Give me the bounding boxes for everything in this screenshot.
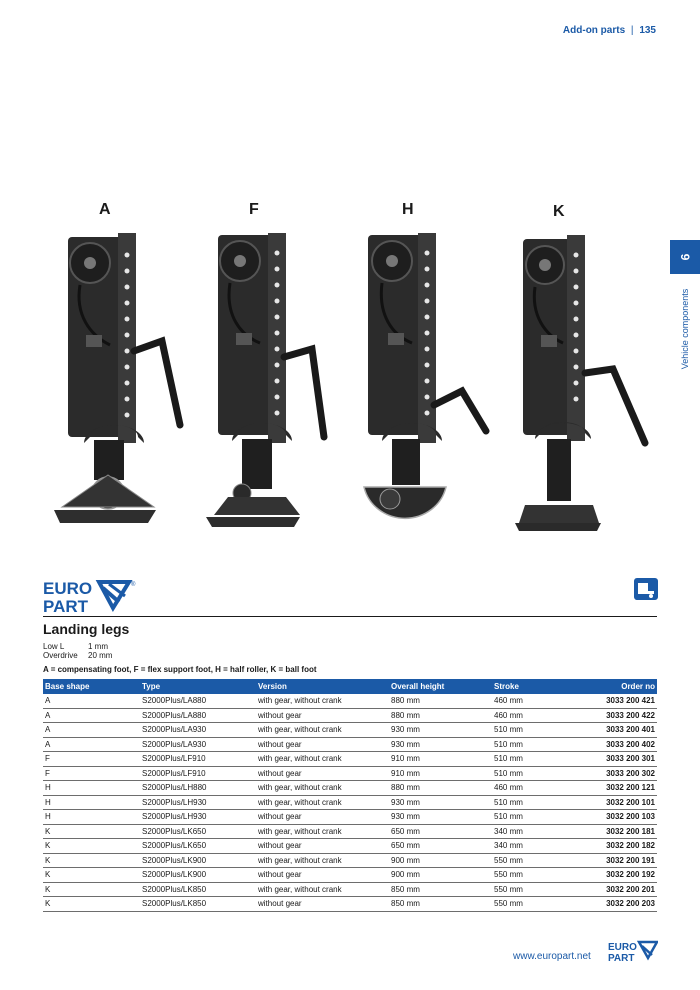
cell-order-no: 3032 200 182 — [584, 839, 657, 854]
cell-type: S2000Plus/LF910 — [140, 752, 256, 767]
trailer-icon — [634, 578, 658, 600]
cell-base-shape: F — [43, 752, 140, 767]
cell-type: S2000Plus/LH930 — [140, 795, 256, 810]
cell-stroke: 510 mm — [492, 766, 584, 781]
cell-version: without gear — [256, 708, 389, 723]
cell-type: S2000Plus/LA880 — [140, 708, 256, 723]
cell-version: with gear, without crank — [256, 824, 389, 839]
cell-overall-height: 900 mm — [389, 853, 492, 868]
cell-order-no: 3033 200 302 — [584, 766, 657, 781]
cell-base-shape: H — [43, 810, 140, 825]
cell-order-no: 3033 200 402 — [584, 737, 657, 752]
cell-stroke: 340 mm — [492, 824, 584, 839]
base-shape-legend: A = compensating foot, F = flex support foot, H = half roller, K = ball foot — [43, 665, 317, 674]
cell-base-shape: F — [43, 766, 140, 781]
cell-base-shape: K — [43, 868, 140, 883]
cell-version: without gear — [256, 737, 389, 752]
cell-base-shape: K — [43, 824, 140, 839]
cell-version: with gear, without crank — [256, 781, 389, 796]
cell-base-shape: K — [43, 853, 140, 868]
footer-europart-logo — [608, 940, 658, 962]
cell-type: S2000Plus/LA930 — [140, 737, 256, 752]
cell-stroke: 510 mm — [492, 723, 584, 738]
cell-order-no: 3033 200 421 — [584, 694, 657, 708]
cell-base-shape: K — [43, 839, 140, 854]
col-header-version: Version — [256, 679, 389, 694]
spec-value: 1 mm — [88, 642, 108, 651]
cell-type: S2000Plus/LK900 — [140, 868, 256, 883]
cell-order-no: 3032 200 191 — [584, 853, 657, 868]
cell-base-shape: A — [43, 723, 140, 738]
cell-overall-height: 910 mm — [389, 766, 492, 781]
table-row — [43, 737, 657, 752]
chapter-label — [678, 284, 692, 374]
table-row — [43, 795, 657, 810]
cell-type: S2000Plus/LK850 — [140, 897, 256, 912]
cell-base-shape: A — [43, 694, 140, 708]
page-number: 135 — [639, 25, 656, 36]
table-row — [43, 868, 657, 883]
cell-type: S2000Plus/LA880 — [140, 694, 256, 708]
cell-overall-height: 880 mm — [389, 694, 492, 708]
col-header-order-no: Order no — [584, 679, 657, 694]
cell-stroke: 340 mm — [492, 839, 584, 854]
cell-type: S2000Plus/LK900 — [140, 853, 256, 868]
cell-overall-height: 880 mm — [389, 781, 492, 796]
variant-label-f: F — [249, 201, 259, 218]
cell-type: S2000Plus/LH880 — [140, 781, 256, 796]
spec-row — [43, 651, 112, 660]
landing-leg-image-a — [50, 225, 190, 545]
chapter-label-text: Vehicle components — [680, 288, 690, 370]
col-header-stroke: Stroke — [492, 679, 584, 694]
variant-label-a: A — [99, 201, 111, 218]
table-header-row — [43, 679, 657, 694]
cell-version: without gear — [256, 868, 389, 883]
cell-type: S2000Plus/LH930 — [140, 810, 256, 825]
cell-order-no: 3032 200 101 — [584, 795, 657, 810]
cell-version: with gear, without crank — [256, 795, 389, 810]
cell-order-no: 3032 200 192 — [584, 868, 657, 883]
cell-overall-height: 930 mm — [389, 795, 492, 810]
footer-logo-text-euro: EURO — [608, 942, 637, 953]
variant-label-h: H — [402, 201, 414, 218]
cell-stroke: 550 mm — [492, 882, 584, 897]
col-header-base-shape: Base shape — [43, 679, 140, 694]
cell-stroke: 550 mm — [492, 868, 584, 883]
cell-stroke: 510 mm — [492, 810, 584, 825]
table-row — [43, 882, 657, 897]
cell-type: S2000Plus/LA930 — [140, 723, 256, 738]
cell-stroke: 510 mm — [492, 737, 584, 752]
cell-version: without gear — [256, 839, 389, 854]
cell-base-shape: A — [43, 737, 140, 752]
product-title: Landing legs — [43, 621, 130, 637]
table-row — [43, 723, 657, 738]
spec-value: 20 mm — [88, 651, 113, 660]
chapter-tab[interactable] — [670, 240, 700, 274]
spec-key: Low L — [43, 642, 65, 651]
cell-order-no: 3033 200 401 — [584, 723, 657, 738]
table-row — [43, 810, 657, 825]
cell-stroke: 460 mm — [492, 781, 584, 796]
cell-base-shape: K — [43, 882, 140, 897]
section-title: Add-on parts — [562, 25, 626, 36]
cell-overall-height: 880 mm — [389, 708, 492, 723]
website-link[interactable]: www.europart.net — [513, 951, 591, 962]
landing-leg-image-h — [350, 225, 490, 545]
table-row — [43, 708, 657, 723]
cell-overall-height: 850 mm — [389, 897, 492, 912]
cell-stroke: 460 mm — [492, 708, 584, 723]
table-row — [43, 897, 657, 912]
cell-order-no: 3032 200 201 — [584, 882, 657, 897]
cell-stroke: 510 mm — [492, 795, 584, 810]
cell-base-shape: A — [43, 708, 140, 723]
cell-version: without gear — [256, 766, 389, 781]
cell-type: S2000Plus/LK650 — [140, 839, 256, 854]
cell-order-no: 3032 200 203 — [584, 897, 657, 912]
header-separator: | — [630, 25, 634, 36]
col-header-type: Type — [140, 679, 256, 694]
cell-version: with gear, without crank — [256, 694, 389, 708]
chapter-number: 6 — [678, 253, 692, 261]
cell-version: with gear, without crank — [256, 752, 389, 767]
page-header — [563, 25, 656, 36]
cell-order-no: 3033 200 422 — [584, 708, 657, 723]
cell-type: S2000Plus/LK650 — [140, 824, 256, 839]
cell-version: without gear — [256, 897, 389, 912]
section-divider — [43, 616, 657, 617]
cell-version: without gear — [256, 810, 389, 825]
cell-version: with gear, without crank — [256, 882, 389, 897]
landing-leg-image-f — [200, 225, 340, 545]
table-row — [43, 824, 657, 839]
cell-order-no: 3032 200 121 — [584, 781, 657, 796]
spec-key: Overdrive — [43, 651, 78, 660]
cell-overall-height: 650 mm — [389, 824, 492, 839]
landing-leg-image-k — [505, 225, 655, 545]
cell-stroke: 550 mm — [492, 853, 584, 868]
cell-overall-height: 900 mm — [389, 868, 492, 883]
table-row — [43, 752, 657, 767]
cell-version: with gear, without crank — [256, 723, 389, 738]
table-row — [43, 839, 657, 854]
cell-type: S2000Plus/LK850 — [140, 882, 256, 897]
cell-overall-height: 930 mm — [389, 810, 492, 825]
cell-stroke: 510 mm — [492, 752, 584, 767]
cell-order-no: 3032 200 103 — [584, 810, 657, 825]
cell-order-no: 3033 200 301 — [584, 752, 657, 767]
spec-row — [43, 642, 108, 651]
logo-registered-mark: ® — [131, 582, 136, 588]
cell-order-no: 3032 200 181 — [584, 824, 657, 839]
col-header-overall-height: Overall height — [389, 679, 492, 694]
cell-base-shape: H — [43, 795, 140, 810]
table-row — [43, 766, 657, 781]
cell-version: with gear, without crank — [256, 853, 389, 868]
table-row — [43, 781, 657, 796]
cell-overall-height: 850 mm — [389, 882, 492, 897]
footer-logo-text-part: PART — [608, 953, 635, 962]
logo-text-part: PART — [43, 597, 89, 614]
europart-logo — [43, 578, 139, 614]
cell-type: S2000Plus/LF910 — [140, 766, 256, 781]
table-row — [43, 694, 657, 708]
cell-base-shape: K — [43, 897, 140, 912]
cell-stroke: 460 mm — [492, 694, 584, 708]
cell-base-shape: H — [43, 781, 140, 796]
cell-overall-height: 650 mm — [389, 839, 492, 854]
logo-text-euro: EURO — [43, 579, 93, 598]
landing-legs-table — [43, 679, 657, 912]
variant-label-k: K — [553, 203, 565, 220]
table-row — [43, 853, 657, 868]
cell-stroke: 550 mm — [492, 897, 584, 912]
cell-overall-height: 930 mm — [389, 737, 492, 752]
cell-overall-height: 930 mm — [389, 723, 492, 738]
cell-overall-height: 910 mm — [389, 752, 492, 767]
